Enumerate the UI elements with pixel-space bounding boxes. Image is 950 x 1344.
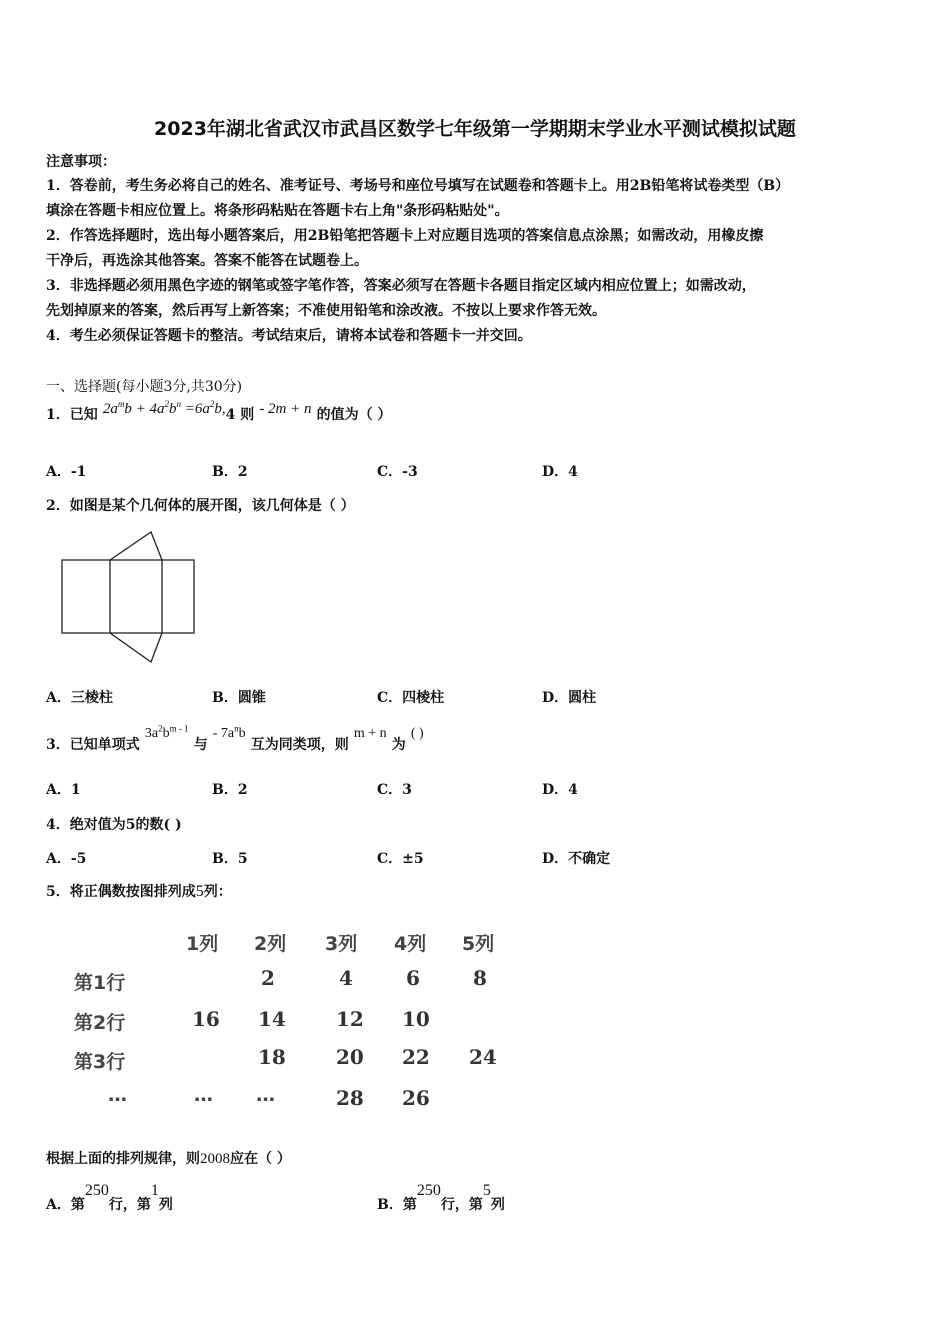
notice-line: 填涂在答题卡相应位置上。将条形码粘贴在答题卡右上角"条形码粘贴处"。 bbox=[46, 203, 509, 219]
net-diagram bbox=[58, 528, 198, 668]
table-cell: 18 bbox=[258, 1045, 286, 1069]
q3-option-a: A．1 bbox=[46, 782, 81, 798]
notice-line: 2．作答选择题时，选出每小题答案后，用2B铅笔把答题卡上对应题目选项的答案信息点涂黑；如需改动，用橡皮擦 bbox=[46, 228, 764, 244]
question-5 bbox=[46, 881, 232, 901]
question-4: 4．绝对值为5的数( ) bbox=[46, 817, 182, 833]
table-cell: 20 bbox=[336, 1045, 364, 1069]
q5-number: 5 bbox=[195, 883, 204, 900]
q4-option-c: C．±5 bbox=[377, 851, 424, 867]
table-cell: 2 bbox=[261, 966, 275, 990]
q5-option-a: A．第250行，第1列 bbox=[46, 1182, 173, 1213]
row-label: 第3行 bbox=[74, 1051, 126, 1073]
row-label: … bbox=[108, 1084, 127, 1106]
row-label: 第1行 bbox=[74, 972, 126, 994]
table-cell: 10 bbox=[402, 1007, 430, 1031]
col-header: 5列 bbox=[462, 933, 495, 955]
q2-option-b: B．圆锥 bbox=[212, 690, 266, 706]
row-label: 第2行 bbox=[74, 1012, 126, 1034]
q5-suffix: 列： bbox=[203, 884, 232, 900]
q5-followup-number: 2008 bbox=[200, 1151, 230, 1167]
col-header: 2列 bbox=[254, 933, 287, 955]
col-header: 3列 bbox=[325, 933, 358, 955]
q3-monomial-1: $3a^2b^{m - 1}$ bbox=[144, 723, 189, 741]
q2-option-c: C．四棱柱 bbox=[377, 690, 445, 706]
q5-prefix: 5．将正偶数按图排列成 bbox=[46, 884, 196, 900]
q1-option-b: B．2 bbox=[212, 464, 248, 480]
q2-option-d: D．圆柱 bbox=[542, 690, 597, 706]
question-3 bbox=[46, 722, 424, 753]
q3-monomial-2: - $7a^nb$ bbox=[212, 723, 246, 741]
q1-mid: 4 则 bbox=[225, 407, 255, 423]
q3-mid: 互为同类项，则 bbox=[250, 737, 349, 753]
question-2: 2．如图是某个几何体的展开图，该几何体是（ ） bbox=[46, 498, 355, 514]
q2-option-a: A．三棱柱 bbox=[46, 690, 113, 706]
q4-option-d: D．不确定 bbox=[542, 851, 611, 867]
q5-followup-prefix: 根据上面的排列规律，则 bbox=[46, 1151, 200, 1167]
table-cell: 16 bbox=[192, 1007, 220, 1031]
page-title: 2023年湖北省武汉市武昌区数学七年级第一学期期末学业水平测试模拟试题 bbox=[154, 118, 796, 140]
table-cell: 28 bbox=[336, 1086, 364, 1110]
notice-line: 4．考生必须保证答题卡的整洁。考试结束后，请将本试卷和答题卡一并交回。 bbox=[46, 328, 532, 344]
q3-option-d: D．4 bbox=[542, 782, 578, 798]
q3-prefix: 3．已知单项式 bbox=[46, 737, 140, 753]
table-cell: 6 bbox=[406, 966, 420, 990]
q5-option-b: B．第250行，第5列 bbox=[377, 1182, 505, 1213]
q3-paren: ( ) bbox=[410, 726, 424, 741]
table-cell: … bbox=[194, 1084, 213, 1106]
notice-heading: 注意事项： bbox=[46, 154, 116, 170]
q3-suffix: 为 bbox=[391, 737, 406, 753]
q1-expression: - 2m + n bbox=[259, 401, 312, 417]
table-cell: 8 bbox=[473, 966, 487, 990]
question-1 bbox=[46, 399, 392, 424]
table-cell: 14 bbox=[258, 1007, 286, 1031]
net-top-triangle bbox=[110, 532, 162, 560]
q1-option-d: D．4 bbox=[542, 464, 578, 480]
q5-followup bbox=[46, 1148, 291, 1168]
table-cell: 22 bbox=[402, 1045, 430, 1069]
notice-line: 3．非选择题必须用黑色字迹的钢笔或签字笔作答，答案必须写在答题卡各题目指定区域内相应位置上；如需改动， bbox=[46, 278, 756, 294]
q3-expression: m + n bbox=[353, 726, 387, 741]
table-cell: … bbox=[256, 1084, 275, 1106]
q5-followup-suffix: 应在（ ） bbox=[230, 1151, 291, 1167]
net-bottom-triangle bbox=[110, 633, 162, 662]
q1-suffix: 的值为（ ） bbox=[316, 407, 392, 423]
q3-option-b: B．2 bbox=[212, 782, 248, 798]
q1-option-c: C．-3 bbox=[377, 464, 418, 480]
q4-option-b: B．5 bbox=[212, 851, 248, 867]
q3-and: 与 bbox=[193, 737, 208, 753]
net-outline bbox=[62, 560, 194, 633]
col-header: 1列 bbox=[186, 933, 219, 955]
q1-equation: $2a^mb + 4a^2b^n =6a^2b$, bbox=[102, 399, 226, 417]
q1-option-a: A．-1 bbox=[46, 464, 87, 480]
notice-line: 1．答卷前，考生务必将自己的姓名、准考证号、考场号和座位号填写在试题卷和答题卡上。用2B铅笔将试卷类型（B） bbox=[46, 178, 790, 194]
table-cell: 24 bbox=[469, 1045, 497, 1069]
q4-option-a: A．-5 bbox=[46, 851, 87, 867]
notice-line: 先划掉原来的答案，然后再写上新答案；不准使用铅笔和涂改液。不按以上要求作答无效。 bbox=[46, 303, 606, 319]
table-cell: 12 bbox=[336, 1007, 364, 1031]
q1-prefix: 1．已知 bbox=[46, 407, 98, 423]
section-heading: 一、选择题(每小题3分,共30分) bbox=[46, 379, 243, 395]
table-cell: 4 bbox=[339, 966, 353, 990]
q3-option-c: C．3 bbox=[377, 782, 412, 798]
notice-line: 干净后，再选涂其他答案。答案不能答在试题卷上。 bbox=[46, 253, 368, 269]
table-cell: 26 bbox=[402, 1086, 430, 1110]
col-header: 4列 bbox=[394, 933, 427, 955]
